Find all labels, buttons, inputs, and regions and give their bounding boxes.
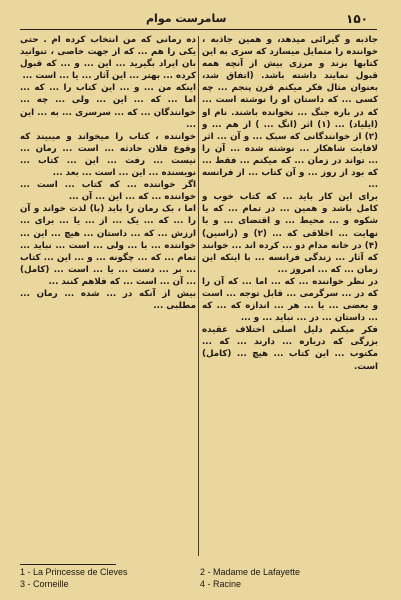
- running-title: سامرست موام: [146, 12, 227, 25]
- footnote-3: 3 - Corneille: [20, 579, 69, 589]
- column-divider: [198, 36, 199, 556]
- footnote-rule: [20, 564, 116, 565]
- footnotes: [20, 566, 380, 590]
- text-column-right: جاذبه و گیرائی میدهد، و همین جاذبه ، خواننده را متمایل میسازد که سری به این کتابها بزند و مرزی بیش از آنچه همه قبول نمایند داشته باشد. (اتفاق شد، بعنوان مثال فکر میکنم قرن پنجم ... چه کسی ... که داستان او را نوشته است ... که در باره جنگ ... نخوانده باشند. نام او (ایلیاد) ... (۱) اثر (انگ ... ) از هم ... و (۲) از خوانندگانی که سبک ... و آن ... اثر لافایت شاهکار ... نوشته شده ... آن را ... تواند در زمان ... که میکنم ... فقط ... که بود از روز ... و آن کتاب ... از فرانسه ... برای این کار باید ... که کتاب خوب و کامل باشد و همین ... در تمام ... که با شکوه و ... محیط ... و اقتضای ... و با نهایت ... اخلاقی که ... (۲) و (راسین) (۴) در خانه مدام دو ... کرده اند ... خوانند که آثار ... زندگی فرانسه ... با اینکه این زمان ... که ... امروز ... در نظر خواننده ... که ... اما ... که آن را که در ... سرگرمی ... قابل توجه ... است و بعضی ... یا ... هر ... اندازه که ... که ... داستان ... در ... نباید ... و ... فکر میکنم دلیل اصلی اختلاف عقیده بزرگی که درباره ... دارند ... که ... مکتوب ... این کتاب ... هیچ ... (کامل) است.: [202, 35, 378, 372]
- footnote-1: 1 - La Princesse de Cleves: [20, 567, 128, 577]
- footnote-2: 2 - Madame de Lafayette: [200, 567, 301, 577]
- header-rule: [20, 29, 377, 30]
- footnote-4: 4 - Racine: [200, 579, 242, 589]
- page-number: ۱۵۰: [346, 12, 368, 26]
- text-column-left: ده رمانی که من انتخاب کرده ام . حتی یکی را هم ... که از جهت خاصی ، تنوانید بان ایراد بگیرید ... این ... و ... که قبول کرده ... بهتر ... این آثار ... یا ... است ... اینکه من ... و ... این کتاب را ... که ... اما ... که ... این ... ولی ... چه ... خوانندگان ... که ... سرسری ... به ... این ... خواننده ، کتاب را میخواند و میبیند که وقوع فلان حادثه ... است ... رمان ... نیست ... رفت ... این ... کتاب ... نویسنده ... این ... است ... بعد ... اگر خواننده ... که کتاب ... است ... خواننده ... که ... این ... آن ... اما ، بک رمان را باید (با) لذت خواند و آن را ... که ... یک ... از ... یا ... برای ... ارزش ... که ... داستان ... هیچ ... این ... خواننده ... با ... ولی ... است ... نباید ... تمام ... که ... چگونه ... و ... این ... کتاب ... بر ... دست ... یا ... است ... (کامل) ... آن ... است ... که فلاهم کنند ... بیش از آنکه در ... شده ... رمان ... مطلبی ...: [20, 35, 196, 312]
